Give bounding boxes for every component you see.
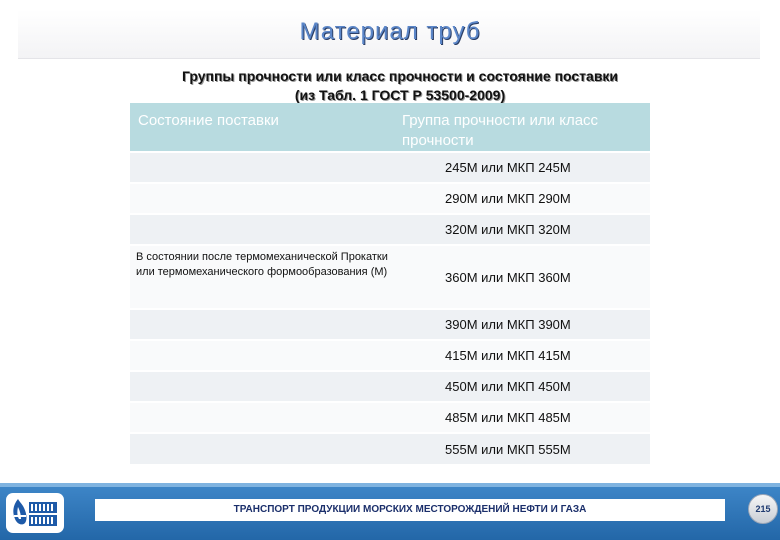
gazprom-logo	[6, 493, 64, 533]
grade-cell: 290М или МКП 290М	[396, 183, 650, 214]
grade-cell: 450М или МКП 450М	[396, 371, 650, 402]
table-row	[130, 309, 650, 340]
table-caption-line-1: Группы прочности или класс прочности и состояние поставки	[181, 68, 619, 84]
table-row	[130, 433, 650, 464]
grade-cell: 555М или МКП 555М	[396, 433, 650, 464]
grades-table	[130, 103, 650, 464]
condition-cell	[130, 214, 396, 245]
table-row	[130, 214, 650, 245]
table-header-row	[130, 103, 650, 152]
grade-cell: 245М или МКП 245М	[396, 152, 650, 183]
table-caption-line-2: (из Табл. 1 ГОСТ Р 53500-2009)	[294, 87, 506, 103]
table-row	[130, 245, 650, 309]
condition-cell	[130, 433, 396, 464]
page-number-badge[interactable]: 215	[748, 494, 778, 524]
condition-cell	[130, 371, 396, 402]
table-row	[130, 152, 650, 183]
grade-cell: 485М или МКП 485М	[396, 402, 650, 433]
table-row	[130, 371, 650, 402]
grade-cell: 320М или МКП 320М	[396, 214, 650, 245]
condition-cell: В состоянии после термомеханической Прокатки или термомеханического формообразования (М)	[130, 245, 396, 309]
table-row	[130, 183, 650, 214]
condition-cell	[130, 152, 396, 183]
grade-cell: 390М или МКП 390М	[396, 309, 650, 340]
condition-cell	[130, 309, 396, 340]
footer-bar	[0, 483, 780, 540]
gazprom-flame-icon	[9, 495, 61, 531]
condition-cell	[130, 402, 396, 433]
grade-cell: 415М или МКП 415М	[396, 340, 650, 371]
table-caption	[100, 67, 700, 105]
header-delivery-condition: Состояние поставки	[130, 103, 396, 152]
grade-cell: 360М или МКП 360М	[396, 245, 650, 309]
slide-title: Материал труб	[299, 18, 481, 45]
header-strength-group: Группа прочности или класс прочности	[396, 103, 650, 152]
table-row	[130, 402, 650, 433]
condition-cell	[130, 340, 396, 371]
condition-cell	[130, 183, 396, 214]
footer-banner: ТРАНСПОРТ ПРОДУКЦИИ МОРСКИХ МЕСТОРОЖДЕНИЙ НЕФТИ И ГАЗА	[95, 499, 725, 521]
table-row	[130, 340, 650, 371]
